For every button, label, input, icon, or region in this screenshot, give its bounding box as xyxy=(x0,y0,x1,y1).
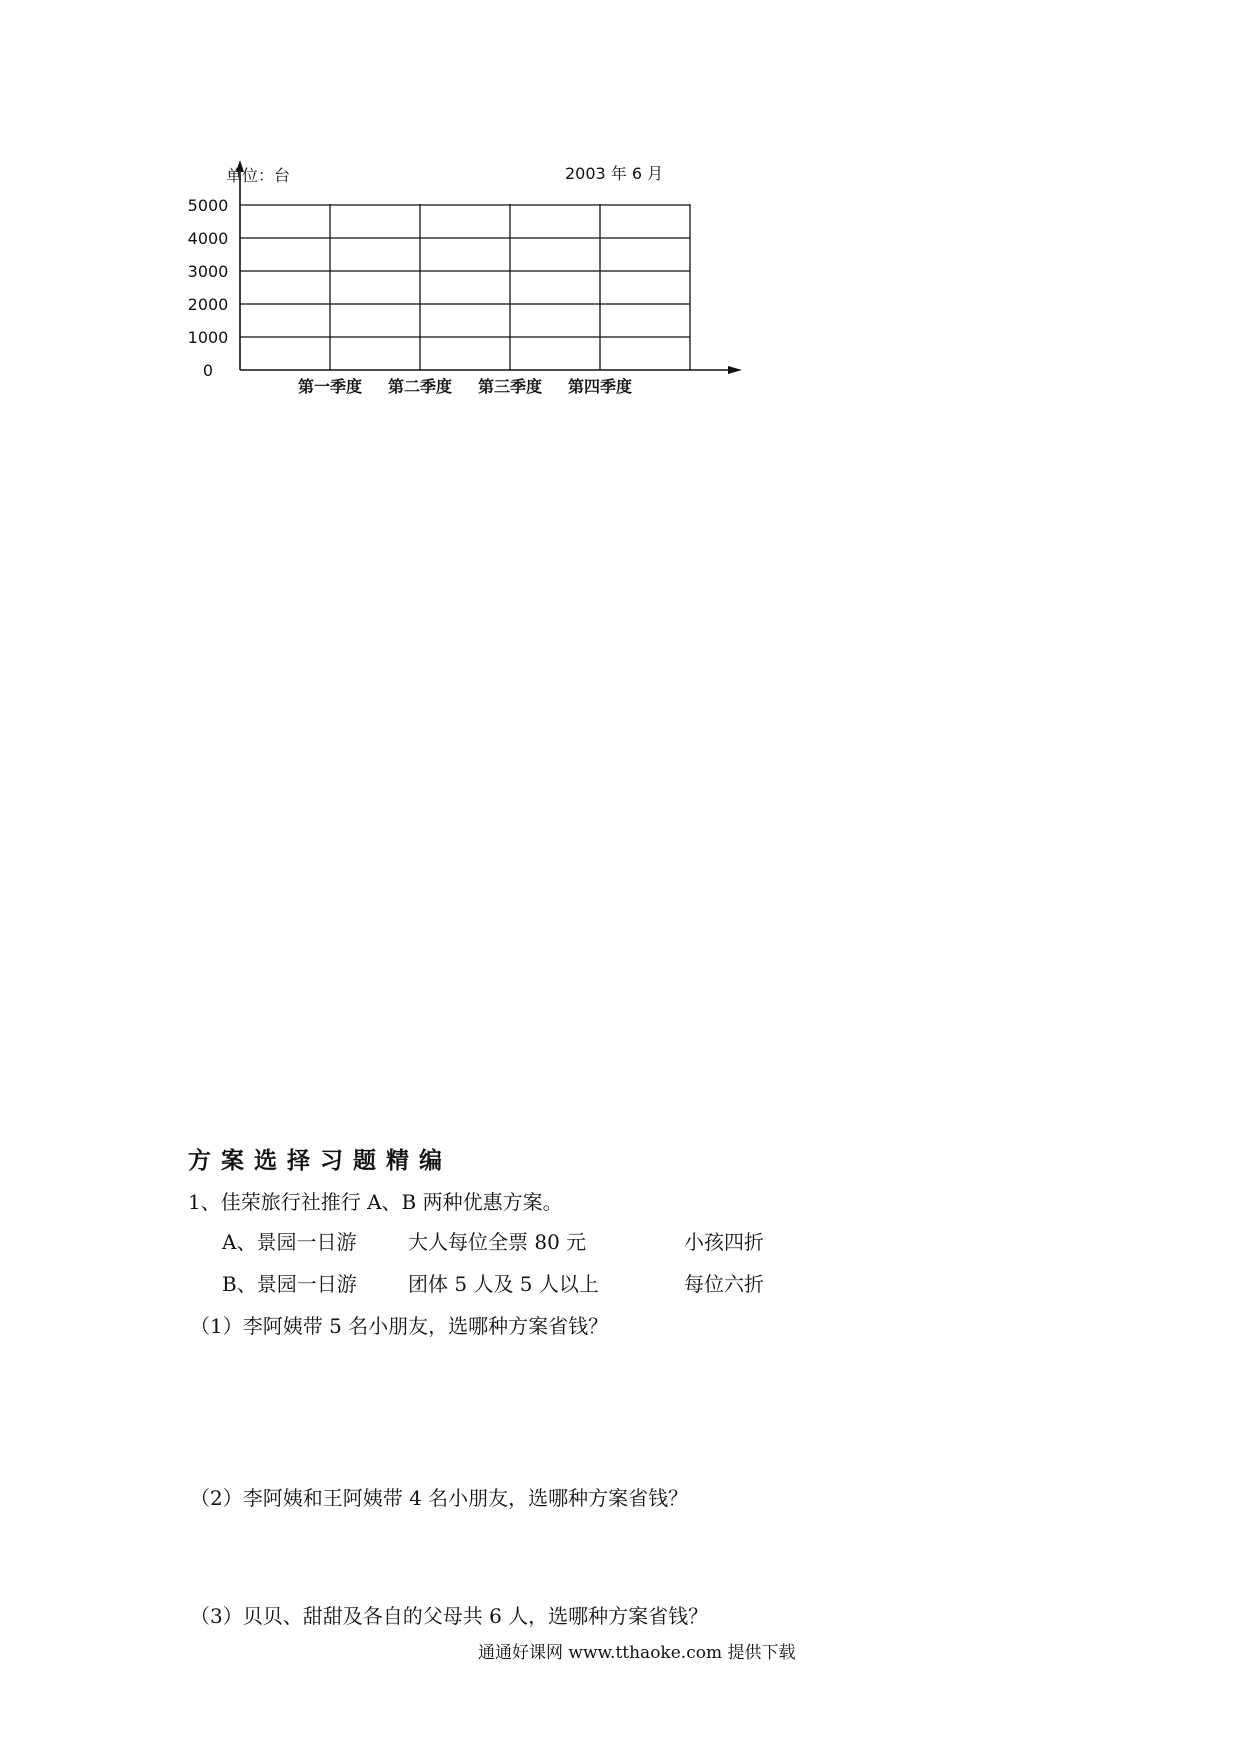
x-category-label: 第一季度 xyxy=(297,377,363,396)
question-2: （2）李阿姨和王阿姨带 4 名小朋友，选哪种方案省钱？ xyxy=(190,1486,689,1510)
x-category-labels xyxy=(298,377,632,396)
plan-a-detail: 大人每位全票 80 元 xyxy=(408,1230,587,1254)
y-tick-label: 1000 xyxy=(187,328,229,347)
plan-b-label: B、景园一日游 xyxy=(222,1272,357,1296)
chart-svg xyxy=(180,150,760,410)
y-tick-label: 5000 xyxy=(187,196,229,215)
footer-text: 通通好课网 www.tthaoke.com 提供下载 xyxy=(478,1643,796,1663)
plan-b-discount: 每位六折 xyxy=(684,1272,764,1296)
y-tick-label: 3000 xyxy=(187,262,229,281)
chart-grid xyxy=(240,204,690,370)
y-tick-label: 4000 xyxy=(187,229,229,248)
x-category-label: 第三季度 xyxy=(477,377,543,396)
question-3: （3）贝贝、甜甜及各自的父母共 6 人，选哪种方案省钱？ xyxy=(190,1604,709,1628)
x-category-label: 第四季度 xyxy=(567,377,633,396)
y-tick-label: 0 xyxy=(202,361,214,380)
chart-axes xyxy=(236,160,742,374)
plan-a-discount: 小孩四折 xyxy=(684,1230,764,1254)
section-title: 方案选择习题精编 xyxy=(188,1148,452,1174)
question-1: （1）李阿姨带 5 名小朋友，选哪种方案省钱？ xyxy=(190,1314,609,1338)
y-tick-label: 2000 xyxy=(187,295,229,314)
y-tick-labels xyxy=(188,196,229,380)
plan-b-detail: 团体 5 人及 5 人以上 xyxy=(408,1272,599,1296)
unit-label: 单位：台 xyxy=(226,166,291,185)
chart-date-label: 2003 年 6 月 xyxy=(565,164,664,183)
x-category-label: 第二季度 xyxy=(387,377,453,396)
x-axis-arrow xyxy=(728,366,742,374)
blank-bar-chart xyxy=(180,150,760,410)
plan-a-label: A、景园一日游 xyxy=(222,1230,357,1254)
problem-intro: 1、佳荣旅行社推行 A、B 两种优惠方案。 xyxy=(188,1190,563,1214)
